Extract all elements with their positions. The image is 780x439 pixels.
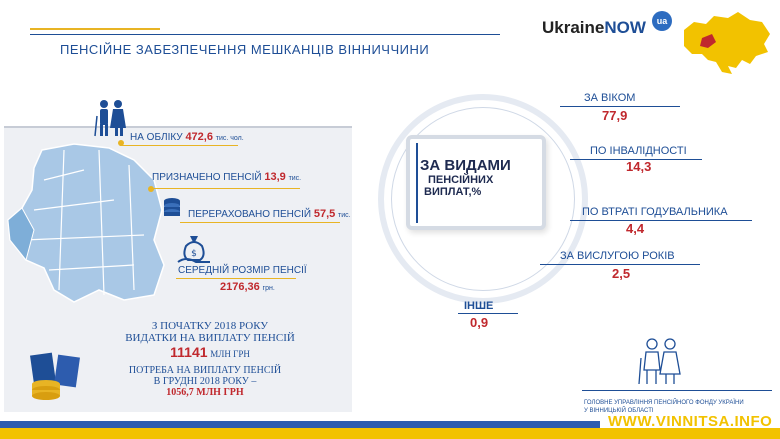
svg-text:$: $ [191,249,197,259]
stat-underline [120,145,238,146]
types-title: ЗА ВИДАМИ ПЕНСІЙНИХ ВИПЛАТ,% [420,157,511,198]
stat-assigned: ПРИЗНАЧЕНО ПЕНСІЙ 13,9 тис. [152,171,302,183]
stat-underline [176,278,296,279]
logo-word: Ukraine [542,18,605,37]
header-underline [30,34,500,35]
type-value: 0,9 [470,315,489,330]
type-value: 77,9 [602,108,628,123]
type-value: 2,5 [612,266,631,281]
type-underline [570,220,752,221]
type-label: ПО ІНВАЛІДНОСТІ [590,145,687,157]
type-label: ПО ВТРАТІ ГОДУВАЛЬНИКА [582,206,728,218]
need-block: ПОТРЕБА НА ВИПЛАТУ ПЕНСІЙ В ГРУДНІ 2018 РОКУ – 1056,7 МЛН ГРН [128,365,282,398]
stat-average-label: СЕРЕДНІЙ РОЗМІР ПЕНСІЇ [178,265,307,276]
type-underline [458,313,518,314]
vinnytsia-region-map [4,140,179,310]
elderly-couple-icon [92,98,132,138]
stat-registered: НА ОБЛІКУ 472,6 тис. чол. [130,131,244,143]
type-label: ЗА ВИСЛУГОЮ РОКІВ [560,250,675,262]
stat-average-value: 2176,36 грн. [220,281,275,293]
source-text: ГОЛОВНЕ УПРАВЛІННЯ ПЕНСІЙНОГО ФОНДУ УКРАЇНИ У ВІННИЦЬКІЙ ОБЛАСТІ [584,400,744,414]
footer-stripe-blue [0,421,600,428]
type-underline [540,264,700,265]
stat-underline [150,188,300,189]
header-accent-line [30,28,160,30]
type-label: ЗА ВІКОМ [584,92,636,104]
logo-badge: ua [652,11,672,31]
expenses-block: З ПОЧАТКУ 2018 РОКУ ВИДАТКИ НА ВИПЛАТУ ПЕНСІЙ 11141 МЛН ГРН [125,320,295,360]
type-underline [560,106,680,107]
elderly-outline-icon [636,336,688,386]
money-bag-icon [176,232,212,266]
cash-coins-icon [26,350,86,402]
coins-stack-icon [162,196,182,220]
page-title: ПЕНСІЙНЕ ЗАБЕЗПЕЧЕННЯ МЕШКАНЦІВ ВІННИЧЧИНИ [60,42,430,57]
site-watermark: WWW.VINNITSA.INFO [608,413,773,430]
ukraine-map-icon [680,8,772,78]
footer-divider [582,390,772,391]
logo-now: NOW [604,18,646,37]
stat-recalculated: ПЕРЕРАХОВАНО ПЕНСІЙ 57,5 тис. [188,208,351,220]
type-value: 14,3 [626,159,652,174]
type-value: 4,4 [626,221,645,236]
stat-underline [180,222,340,223]
logo [542,18,646,38]
stat-marker [148,186,154,192]
type-label: ІНШЕ [464,300,494,312]
